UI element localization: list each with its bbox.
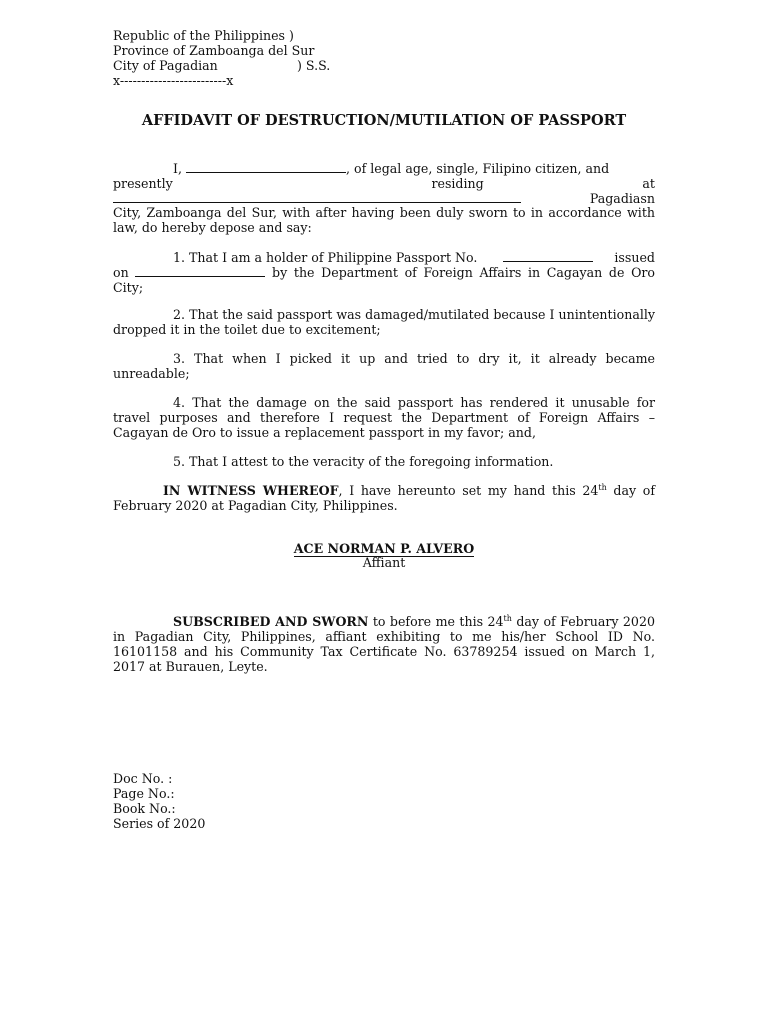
intro-presently: presently — [113, 176, 173, 191]
venue-republic: Republic of the Philippines ) — [113, 28, 294, 43]
jurat-bold: SUBSCRIBED AND SWORN — [173, 614, 369, 629]
paragraph-3: 3. That when I picked it up and tried to dry it, it already became unreadable; — [113, 351, 655, 381]
address-blank — [113, 191, 521, 203]
p1-line-1 — [173, 250, 655, 265]
witness-b: day of February 2020 at Pagadian City, Philippines. — [113, 483, 656, 513]
p1-c: on — [113, 265, 129, 280]
p1-line-2 — [113, 265, 655, 295]
intro-at: at — [642, 176, 655, 191]
p1-d: by the Department of Foreign Affairs in Cagayan de Oro City; — [113, 265, 655, 295]
jurat-clause — [113, 614, 655, 674]
affiant-name-text: ACE NORMAN P. ALVERO — [293, 541, 475, 556]
jurat-b: day of February 2020 in Pagadian City, Philippines, affiant exhibiting to me his/her School ID No. 16101158 and his Community Tax Certificate No. 63789254 issued on March 1, 2017 at Burauen, Leyte. — [113, 614, 655, 674]
affiant-name — [0, 541, 768, 556]
name-blank — [186, 161, 346, 173]
jurat-a: to before me this 24 — [368, 614, 504, 629]
intro-pagadiasn: Pagadiasn — [589, 191, 655, 206]
intro-rest: City, Zamboanga del Sur, with after having been duly sworn to in accordance with law, do hereby depose and say: — [113, 205, 655, 235]
paragraph-2: 2. That the said passport was damaged/mutilated because I unintentionally dropped it in the toilet due to excitement; — [113, 307, 655, 337]
witness-bold: IN WITNESS WHEREOF — [163, 483, 339, 498]
document-title: AFFIDAVIT OF DESTRUCTION/MUTILATION OF PASSPORT — [141, 112, 627, 129]
p1-a: 1. That I am a holder of Philippine Passport No. — [173, 250, 478, 265]
doc-no: Doc No. : — [113, 771, 173, 786]
intro-line-3 — [113, 191, 655, 206]
intro-line-1 — [173, 161, 655, 176]
passport-no-blank — [503, 250, 593, 262]
venue-city: City of Pagadian — [113, 58, 218, 73]
venue-separator: x-------------------------x — [113, 73, 234, 88]
issue-date-blank — [135, 265, 265, 277]
witness-a: , I have hereunto set my hand this 24 — [338, 483, 599, 498]
book-no: Book No.: — [113, 801, 176, 816]
page-no: Page No.: — [113, 786, 175, 801]
intro-line-2 — [113, 176, 655, 191]
paragraph-5: 5. That I attest to the veracity of the foregoing information. — [173, 454, 554, 469]
jurat-sup: th — [503, 613, 512, 623]
intro-residing: residing — [431, 176, 484, 191]
intro-after-name: , of legal age, single, Filipino citizen, and — [346, 161, 610, 176]
paragraph-4: 4. That the damage on the said passport has rendered it unusable for travel purposes and therefore I request the Department of Foreign Affairs – Cagayan de Oro to issue a replacement passport in my favor; and, — [113, 395, 655, 440]
witness-sup: th — [598, 482, 607, 492]
p1-b: issued — [614, 250, 655, 265]
witness-clause — [113, 483, 655, 513]
affiant-role: Affiant — [362, 555, 406, 570]
venue-ss: ) S.S. — [297, 58, 331, 73]
intro-i: I, — [173, 161, 182, 176]
venue-province: Province of Zamboanga del Sur — [113, 43, 315, 58]
series: Series of 2020 — [113, 816, 206, 831]
